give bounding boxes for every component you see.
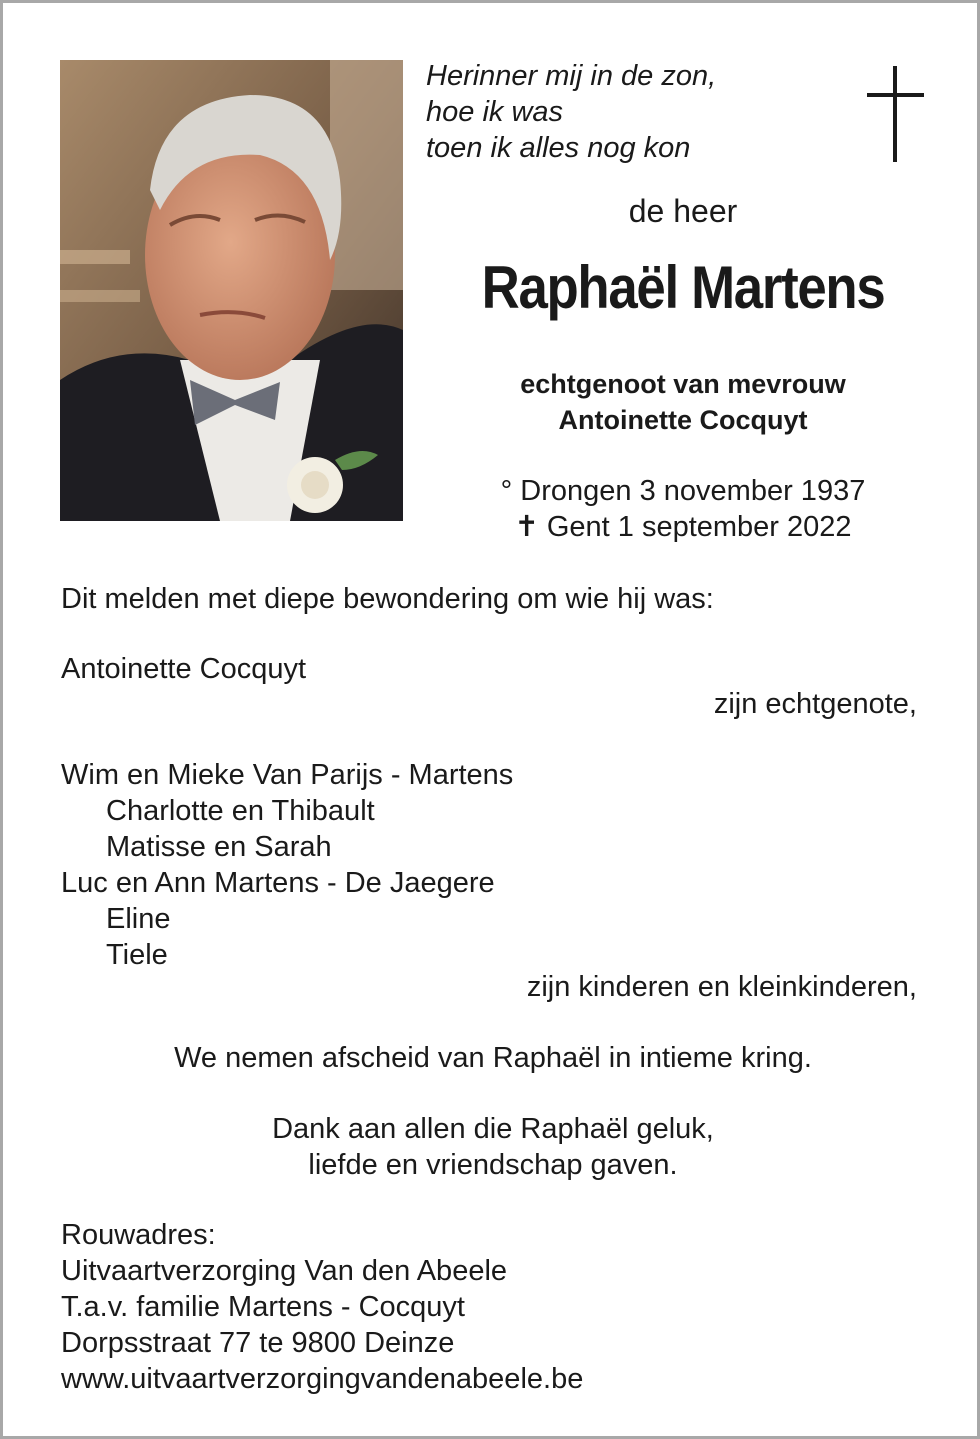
address-line: Dorpsstraat 77 te 9800 Deinze [61,1327,455,1359]
list-item: Tiele [106,939,168,971]
thanks-text [3,1111,980,1183]
list-item: Wim en Mieke Van Parijs - Martens [61,759,514,791]
death-date: ✝ Gent 1 september 2022 [514,511,852,543]
cross-icon [867,66,924,162]
address-line: Uitvaartverzorging Van den Abeele [61,1255,508,1287]
list-item: Luc en Ann Martens - De Jaegere [61,867,495,899]
deceased-name: Raphaël Martens [481,254,885,321]
address-heading: Rouwadres: [61,1219,216,1251]
portrait-photo [60,60,403,521]
children-relation: zijn kinderen en kleinkinderen, [526,971,917,1003]
poem-line: toen ik alles nog kon [426,132,691,164]
mourning-address [61,1217,583,1397]
spouse-info [433,366,933,438]
life-dates [433,473,933,545]
spouse-name: Antoinette Cocquyt [558,405,808,435]
memorial-poem [426,58,716,166]
address-line: T.a.v. familie Martens - Cocquyt [61,1291,465,1323]
website: www.uitvaartverzorgingvandenabeele.be [61,1363,584,1395]
intro-text: Dit melden met diepe bewondering om wie hij was: [61,583,714,615]
honorific: de heer [628,193,738,229]
spouse-line: echtgenoot van mevrouw [520,369,846,399]
farewell-text: We nemen afscheid van Raphaël in intieme kring. [174,1042,812,1074]
list-item: Matisse en Sarah [106,831,332,863]
children-list [61,757,513,973]
list-item: Charlotte en Thibault [106,795,375,827]
thanks-line: Dank aan allen die Raphaël geluk, [272,1113,714,1145]
birth-date: ° Drongen 3 november 1937 [500,475,866,507]
poem-line: hoe ik was [426,96,564,128]
spouse-entry-relation: zijn echtgenote, [713,688,917,720]
spouse-entry-name: Antoinette Cocquyt [61,653,307,685]
thanks-line: liefde en vriendschap gaven. [308,1149,678,1181]
poem-line: Herinner mij in de zon, [426,60,717,92]
list-item: Eline [106,903,171,935]
